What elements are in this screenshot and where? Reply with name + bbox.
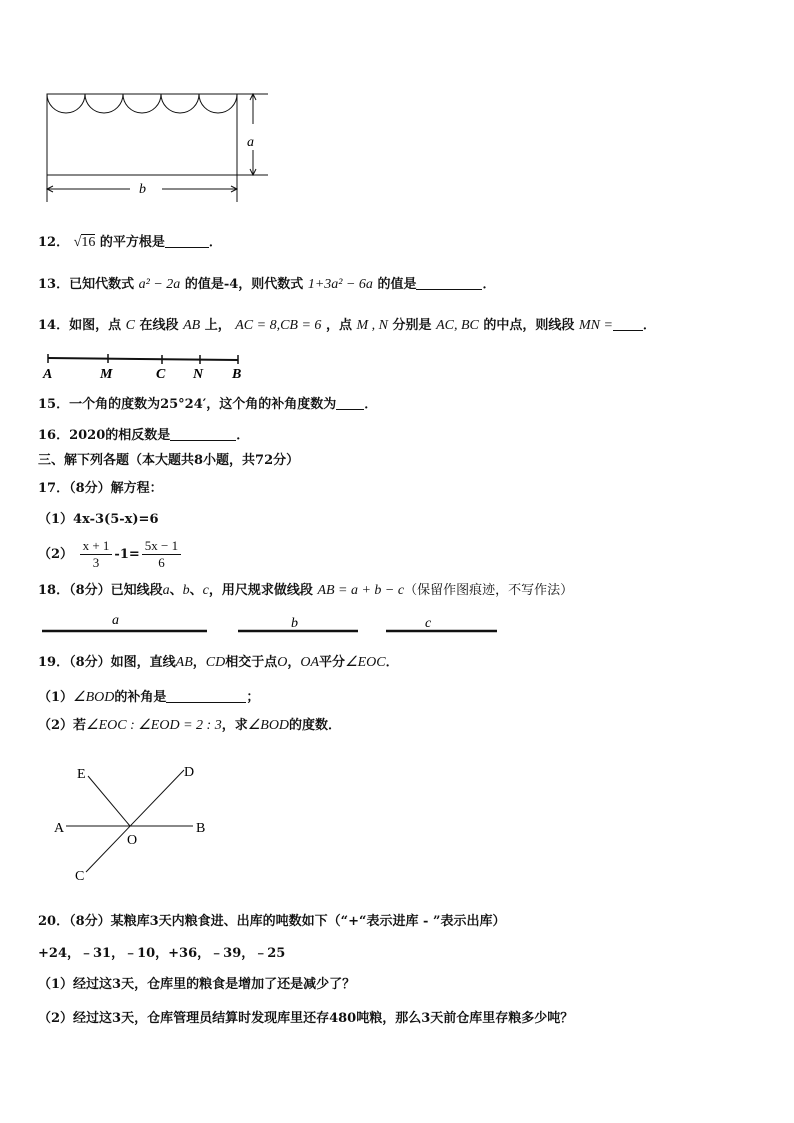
question-17-part-2: （2） $\frac{x + 1}{3}$ -1= $\frac{5x - 1}{6}$ [38, 537, 183, 573]
fraction-1: $\frac{x + 1}{3}$ [80, 538, 113, 571]
question-17-part-1: （1）4x-3(5-x)=6 [38, 512, 159, 527]
answer-blank [170, 426, 236, 441]
fig-label-o: O [127, 833, 138, 848]
label-a: a [247, 135, 254, 150]
seg-label-m: M [100, 367, 113, 382]
fraction-2: $\frac{5x - 1}{6}$ [142, 538, 181, 571]
question-19-part-1: （1）∠BOD的补角是 ； [38, 690, 260, 705]
question-17-head: 17．（8分）解方程： [38, 481, 163, 496]
question-20-part-2: （2）经过这3天，仓库管理员结算时发现库里还存480吨粮，那么3天前仓库里存粮多少吨？ [38, 1011, 574, 1026]
answer-blank [613, 316, 643, 331]
fig-label-e: E [77, 767, 86, 782]
fig-label-c: C [75, 869, 85, 884]
question-16: 16．2020的相反数是 ． [38, 428, 250, 443]
fig-label-d: D [184, 765, 195, 780]
question-20-data: +24，﹣31，﹣10，+36，﹣39，﹣25 [38, 946, 286, 961]
question-19: 19．（8分）如图，直线AB，CD相交于点O，OA平分∠EOC． [38, 655, 399, 670]
question-20-part-1: （1）经过这3天，仓库里的粮食是增加了还是减少了？ [38, 977, 356, 992]
q18-segments [40, 610, 510, 636]
question-18: 18．（8分）已知线段a、b、c，用尺规求做线段 AB = a + b − c（保留作图痕迹，不写作法） [38, 583, 574, 598]
fig-label-b: B [196, 821, 206, 836]
seg-label-b: B [232, 367, 242, 382]
answer-blank [416, 275, 482, 290]
question-15: 15．一个角的度数为25°24′，这个角的补角度数为 ． [38, 397, 378, 412]
question-12: 12． √16 的平方根是 ． [38, 235, 222, 250]
answer-blank [166, 688, 246, 703]
label-b: b [139, 182, 146, 197]
segment-b-label: b [291, 616, 298, 631]
seg-label-c: C [156, 367, 166, 382]
question-19-part-2: （2）若∠EOC : ∠EOD = 2 : 3，求∠BOD的度数． [38, 718, 342, 733]
answer-blank [336, 395, 364, 410]
intersecting-lines-figure [48, 760, 218, 895]
rectangle-arches-figure [40, 88, 280, 206]
answer-blank [165, 233, 209, 248]
question-14: 14．如图，点 C 在线段 AB 上， AC = 8,CB = 6 ，点 M , N 分别是 AC, BC 的中点，则线段 MN = ． [38, 318, 656, 333]
seg-label-a: A [43, 367, 53, 382]
segment-c-label: c [425, 616, 432, 631]
segment-figure [40, 352, 250, 382]
seg-label-n: N [193, 367, 204, 382]
question-13: 13．已知代数式 a² − 2a 的值是-4，则代数式 1+3a² − 6a 的值是 ． [38, 277, 496, 292]
segment-a-label: a [112, 613, 119, 628]
question-20: 20．（8分）某粮库3天内粮食进、出库的吨数如下（“+“表示进库 - ”表示出库） [38, 914, 506, 929]
fig-label-a: A [54, 821, 65, 836]
section-header: 三、解下列各题（本大题共8小题，共72分） [38, 453, 300, 468]
